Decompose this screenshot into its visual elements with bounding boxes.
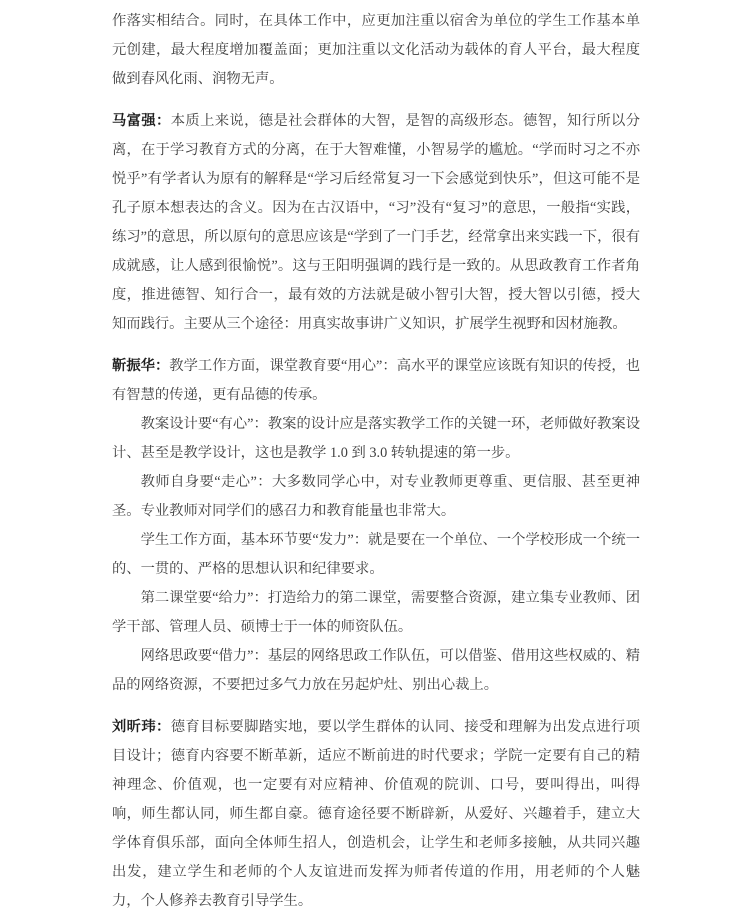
paragraph — [112, 526, 640, 584]
paragraph-text: 教案设计要“有心”：教案的设计应是落实教学工作的关键一环，老师做好教案设计、甚至是教学设计，这也是教学 1.0 到 3.0 转轨提速的第一步。 — [112, 416, 640, 461]
paragraph — [112, 642, 640, 700]
paragraph-text: 作落实相结合。同时，在具体工作中，应更加注重以宿舍为单位的学生工作基本单元创建，最大程度增加覆盖面；更加注重以文化活动为载体的育人平台，最大程度做到春风化雨、润物无声。 — [112, 13, 640, 87]
paragraph-text: 本质上来说，德是社会群体的大智，是智的高级形态。德智，知行所以分离，在于学习教育方式的分离，在于大智难懂，小智易学的尴尬。“学而时习之不亦悦乎”有学者认为原有的解释是“学习后经常复习一下会感觉到快乐”，但这可能不是孔子原本想表达的含义。因为在古汉语中，“习”没有“复习”的意思，一般指“实践，练习”的意思，所以原句的意思应该是“学到了一门手艺，经常拿出来实践一下，很有成就感，让人感到很愉悦”。这与王阳明强调的践行是一致的。从思政教育工作者角度，推进德智、知行合一，最有效的方法就是破小智引大智，授大智以引德，授大知而践行。主要从三个途径：用真实故事讲广义知识，扩展学生视野和因材施教。 — [112, 113, 641, 332]
paragraph-text: 教学工作方面，课堂教育要“用心”：高水平的课堂应该既有知识的传授，也有智慧的传递，更有品德的传承。 — [112, 358, 640, 403]
paragraph — [112, 410, 640, 468]
paragraph-text: 学生工作方面，基本环节要“发力”：就是要在一个单位、一个学校形成一个统一的、一贯的、严格的思想认识和纪律要求。 — [112, 532, 640, 577]
speaker-name: 靳振华： — [112, 358, 170, 374]
paragraph — [112, 584, 640, 642]
paragraph-text: 第二课堂要“给力”：打造给力的第二课堂，需要整合资源，建立集专业教师、团学干部、管理人员、硕博士于一体的师资队伍。 — [112, 590, 640, 635]
speaker-name: 马富强： — [112, 113, 171, 129]
document-body — [112, 7, 640, 916]
paragraph-text: 教师自身要“走心”：大多数同学心中，对专业教师更尊重、更信服、甚至更神圣。专业教师对同学们的感召力和教育能量也非常大。 — [112, 474, 640, 519]
paragraph — [112, 352, 640, 410]
paragraph — [112, 107, 640, 339]
paragraph — [112, 7, 640, 94]
paragraph-text: 德育目标要脚踏实地，要以学生群体的认同、接受和理解为出发点进行项目设计；德育内容要不断革新，适应不断前进的时代要求；学院一定要有自己的精神理念、价值观，也一定要有对应精神、价值观的院训、口号，要叫得出，叫得响，师生都认同，师生都自豪。德育途径要不断辟新，从爱好、兴趣着手，建立大学体育俱乐部，面向全体师生招人，创造机会，让学生和老师多接触，从共同兴趣出发，建立学生和老师的个人友谊进而发挥为师者传道的作用，用老师的个人魅力，个人修养去教育引导学生。 — [112, 719, 641, 909]
paragraph-text: 网络思政要“借力”：基层的网络思政工作队伍，可以借鉴、借用这些权威的、精品的网络资源，不要把过多气力放在另起炉灶、别出心裁上。 — [112, 648, 640, 693]
speaker-name: 刘昕玮： — [112, 719, 171, 735]
paragraph — [112, 468, 640, 526]
paragraph — [112, 713, 640, 916]
